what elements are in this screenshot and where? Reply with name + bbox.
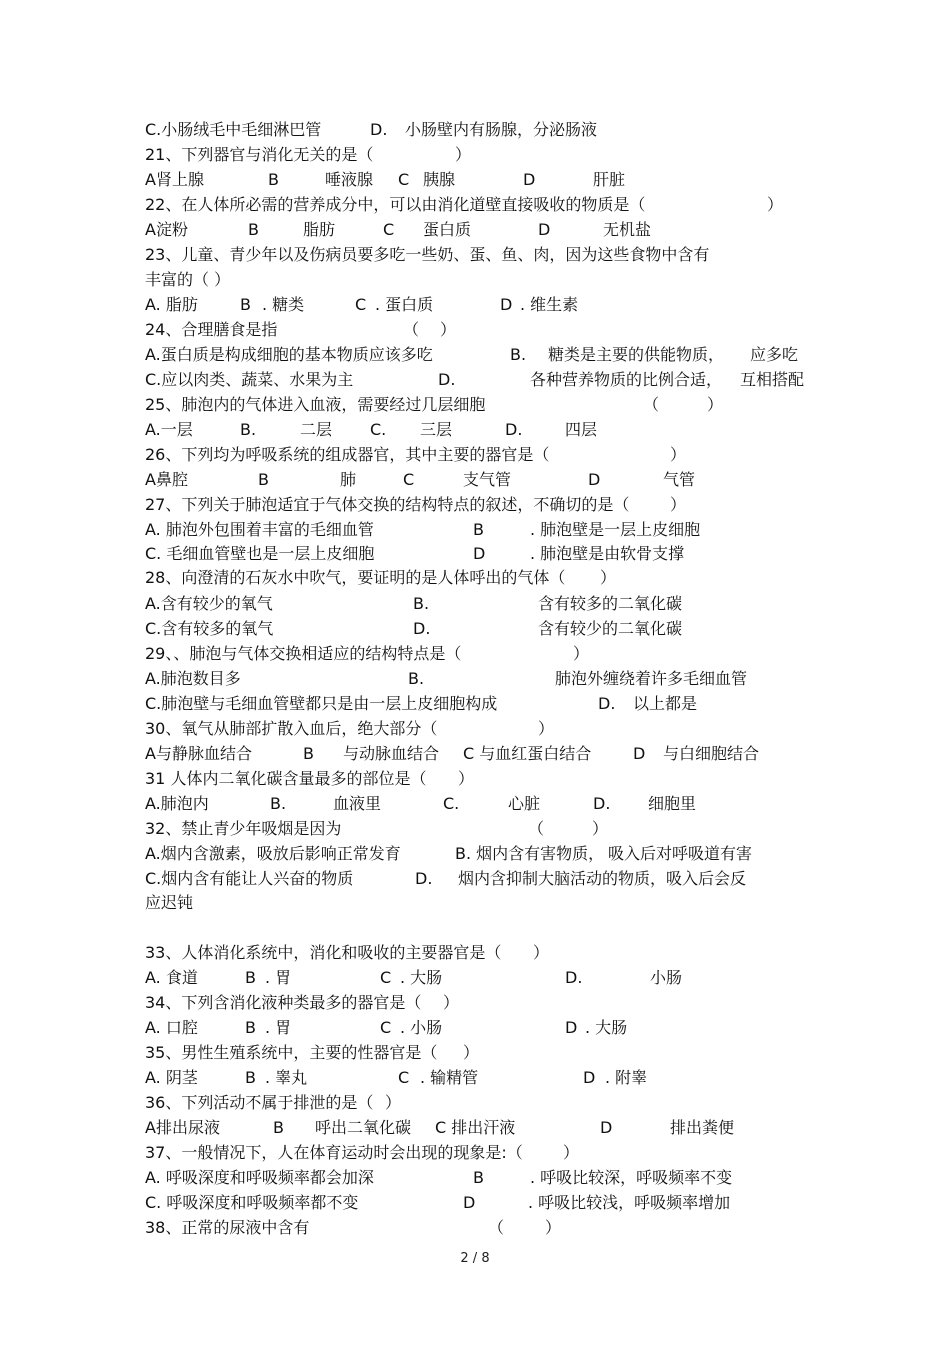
line-segment: ） (545, 1218, 562, 1237)
line-segment: 细胞里 (648, 794, 697, 813)
line-segment: D (588, 470, 601, 489)
line-segment: C. (370, 420, 387, 439)
line-segment: . 大肠 (400, 968, 443, 987)
line-text: 31 人体内二氧化碳含量最多的部位是（ (145, 769, 427, 788)
line-segment: 小肠 (650, 968, 683, 987)
line-segment: B (303, 744, 314, 763)
line-text: C.应以肉类、蔬菜、水果为主 (145, 370, 354, 389)
line-segment: 脂肪 (303, 220, 336, 239)
line-segment: 肺泡外缠绕着许多毛细血管 (555, 669, 748, 688)
page-number: 2 / 8 (460, 1251, 490, 1266)
line-segment: B (240, 295, 251, 314)
line-segment: D. (415, 869, 433, 888)
line-text: 35、男性生殖系统中，主要的性器官是（ (145, 1043, 438, 1062)
line-text: A排出尿液 (145, 1118, 220, 1137)
line-text: C. 毛细血管壁也是一层上皮细胞 (145, 544, 375, 563)
line-segment: （ (488, 1218, 505, 1237)
line-segment: C (383, 220, 395, 239)
line-text: 38、正常的尿液中含有 (145, 1218, 310, 1237)
line-segment: . 小肠 (400, 1018, 443, 1037)
line-segment: . 维生素 (520, 295, 579, 314)
line-segment: D (463, 1193, 476, 1212)
line-segment: 排出粪便 (670, 1118, 735, 1137)
line-segment: ） (443, 993, 460, 1012)
line-segment: D (633, 744, 646, 763)
line-segment: D (565, 1018, 578, 1037)
line-segment: 血液里 (333, 794, 382, 813)
line-segment: D. (598, 694, 616, 713)
line-segment: 与动脉血结合 (343, 744, 440, 763)
line-segment: C (355, 295, 367, 314)
line-segment: 唾液腺 (325, 170, 374, 189)
line-segment: . 大肠 (585, 1018, 628, 1037)
line-text: A鼻腔 (145, 470, 188, 489)
line-segment: D (473, 544, 486, 563)
line-text: A. 口腔 (145, 1018, 198, 1037)
line-segment: B (248, 220, 259, 239)
line-segment: D. (593, 794, 611, 813)
line-text: 22、在人体所必需的营养成分中，可以由消化道壁直接吸收的物质是（ (145, 195, 646, 214)
line-text: A. 呼吸深度和呼吸频率都会加深 (145, 1168, 374, 1187)
line-text: A. 肺泡外包围着丰富的毛细血管 (145, 520, 374, 539)
line-segment: 四层 (565, 420, 598, 439)
line-segment: ） (463, 1043, 480, 1062)
line-segment: C (380, 1018, 392, 1037)
line-text: 丰富的（ ） (145, 270, 231, 289)
line-segment: 胰腺 (423, 170, 456, 189)
line-text: 34、下列含消化液种类最多的器官是（ (145, 993, 422, 1012)
line-segment: D. (438, 370, 456, 389)
line-text: 23、儿童、青少年以及伤病员要多吃一些奶、蛋、鱼、肉，因为这些食物中含有 (145, 245, 710, 264)
line-segment: ） (385, 1093, 402, 1112)
line-text: C.含有较多的氧气 (145, 619, 274, 638)
line-segment: ） (563, 1143, 580, 1162)
line-text: 24、合理膳食是指 (145, 320, 278, 339)
line-text: 30、氧气从肺部扩散入血后，绝大部分（ (145, 719, 438, 738)
line-text: C.小肠绒毛中毛细淋巴管 (145, 120, 322, 139)
line-segment: 吸入后对呼吸道有害 (608, 844, 753, 863)
line-segment: B. (408, 669, 425, 688)
line-segment: ） (670, 445, 687, 464)
line-segment: . 睾丸 (265, 1068, 308, 1087)
line-segment: ） (455, 145, 472, 164)
line-text: A.蛋白质是构成细胞的基本物质应该多吃 (145, 345, 433, 364)
line-segment: ） (670, 495, 687, 514)
line-segment: B. (413, 594, 430, 613)
line-segment: B (245, 1018, 256, 1037)
line-segment: 小肠壁内有肠腺，分泌肠液 (405, 120, 598, 139)
line-text: A淀粉 (145, 220, 188, 239)
line-segment: （ (643, 395, 660, 414)
line-text: C.烟内含有能让人兴奋的物质 (145, 869, 354, 888)
line-text: 26、下列均为呼吸系统的组成器官，其中主要的器官是（ (145, 445, 550, 464)
line-text: A与静脉血结合 (145, 744, 252, 763)
line-segment: 三层 (420, 420, 453, 439)
line-segment: C 与血红蛋白结合 (463, 744, 592, 763)
line-text: 32、禁止青少年吸烟是因为 (145, 819, 342, 838)
line-segment: B. 烟内含有害物质， (455, 844, 605, 863)
line-segment: C. (443, 794, 460, 813)
line-segment: B (473, 520, 484, 539)
line-segment: . 糖类 (262, 295, 305, 314)
line-segment: D (583, 1068, 596, 1087)
line-segment: 蛋白质 (423, 220, 472, 239)
line-segment: 与白细胞结合 (663, 744, 760, 763)
line-text: 29、、肺泡与气体交换相适应的结构特点是（ (145, 644, 462, 663)
line-segment: ） (458, 769, 475, 788)
line-text: A. 脂肪 (145, 295, 198, 314)
line-segment: B. (510, 345, 527, 364)
line-segment: D. (505, 420, 523, 439)
line-text: A.肺泡数目多 (145, 669, 241, 688)
line-segment: C (398, 170, 410, 189)
line-segment: 各种营养物质的比例合适， (530, 370, 723, 389)
line-segment: 糖类是主要的供能物质， (548, 345, 725, 364)
line-segment: C (380, 968, 392, 987)
line-segment: D. (565, 968, 583, 987)
line-segment: D (538, 220, 551, 239)
line-segment: B. (240, 420, 257, 439)
line-segment: （ (403, 320, 420, 339)
line-segment: B. (270, 794, 287, 813)
line-segment: 以上都是 (633, 694, 698, 713)
line-segment: B (268, 170, 279, 189)
line-segment: D. (370, 120, 388, 139)
line-segment: ） (767, 195, 784, 214)
line-segment: D (600, 1118, 613, 1137)
line-segment: 心脏 (508, 794, 541, 813)
line-segment: B (258, 470, 269, 489)
line-segment: . 附睾 (605, 1068, 648, 1087)
line-segment: 支气管 (463, 470, 512, 489)
line-text: A肾上腺 (145, 170, 204, 189)
line-text: A.肺泡内 (145, 794, 209, 813)
line-segment: C (398, 1068, 410, 1087)
line-text: 37、一般情况下，人在体育运动时会出现的现象是:（ (145, 1143, 523, 1162)
line-segment: . 呼吸比较浅，呼吸频率增加 (528, 1193, 731, 1212)
line-segment: D (500, 295, 513, 314)
line-segment: 呼出二氧化碳 (315, 1118, 412, 1137)
line-segment: ） (573, 644, 590, 663)
line-text: C. 呼吸深度和呼吸频率都不变 (145, 1193, 359, 1212)
line-segment: . 肺泡壁是由软骨支撑 (530, 544, 685, 563)
line-text: A. 阴茎 (145, 1068, 198, 1087)
line-segment: . 输精管 (420, 1068, 479, 1087)
line-segment: C (403, 470, 415, 489)
line-segment: . 肺泡壁是一层上皮细胞 (530, 520, 701, 539)
line-segment: ） (592, 819, 609, 838)
line-segment: B (473, 1168, 484, 1187)
line-segment: 互相搭配 (740, 370, 805, 389)
line-segment: . 胃 (265, 968, 292, 987)
line-segment: ） (707, 395, 724, 414)
line-text: 27、下列关于肺泡适宜于气体交换的结构特点的叙述，不确切的是（ (145, 495, 630, 514)
line-segment: D. (413, 619, 431, 638)
line-segment: B (245, 1068, 256, 1087)
line-segment: B (245, 968, 256, 987)
line-text: A.一层 (145, 420, 193, 439)
line-segment: C 排出汗液 (435, 1118, 516, 1137)
line-text: 36、下列活动不属于排泄的是（ (145, 1093, 374, 1112)
line-segment: 烟内含抑制大脑活动的物质，吸入后会反 (458, 869, 747, 888)
line-text: 21、下列器官与消化无关的是（ (145, 145, 374, 164)
line-text: 33、人体消化系统中，消化和吸收的主要器官是（ (145, 943, 502, 962)
line-segment: 含有较多的二氧化碳 (538, 594, 683, 613)
line-text: A. 食道 (145, 968, 198, 987)
line-segment: ） (440, 320, 457, 339)
line-segment: 无机盐 (603, 220, 652, 239)
line-segment: B (273, 1118, 284, 1137)
line-segment: . 蛋白质 (375, 295, 434, 314)
line-segment: ） (538, 719, 555, 738)
line-segment: . 胃 (265, 1018, 292, 1037)
line-segment: （ (528, 819, 545, 838)
line-text: 应迟钝 (145, 893, 194, 912)
line-text: C.肺泡壁与毛细血管壁都只是由一层上皮细胞构成 (145, 694, 498, 713)
line-text: A.烟内含激素，吸放后影响正常发育 (145, 844, 401, 863)
line-segment: 应多吃 (750, 345, 799, 364)
line-segment: 肺 (340, 470, 357, 489)
line-segment: D (523, 170, 536, 189)
line-text: 25、肺泡内的气体进入血液，需要经过几层细胞 (145, 395, 486, 414)
line-segment: 肝脏 (593, 170, 626, 189)
line-segment: ） (600, 568, 617, 587)
line-segment: 气管 (663, 470, 696, 489)
line-text: 28、向澄清的石灰水中吹气，要证明的是人体呼出的气体（ (145, 568, 566, 587)
line-segment: . 呼吸比较深，呼吸频率不变 (530, 1168, 733, 1187)
line-text: A.含有较少的氧气 (145, 594, 273, 613)
line-segment: ） (533, 943, 550, 962)
line-segment: 含有较少的二氧化碳 (538, 619, 683, 638)
line-segment: 二层 (300, 420, 333, 439)
